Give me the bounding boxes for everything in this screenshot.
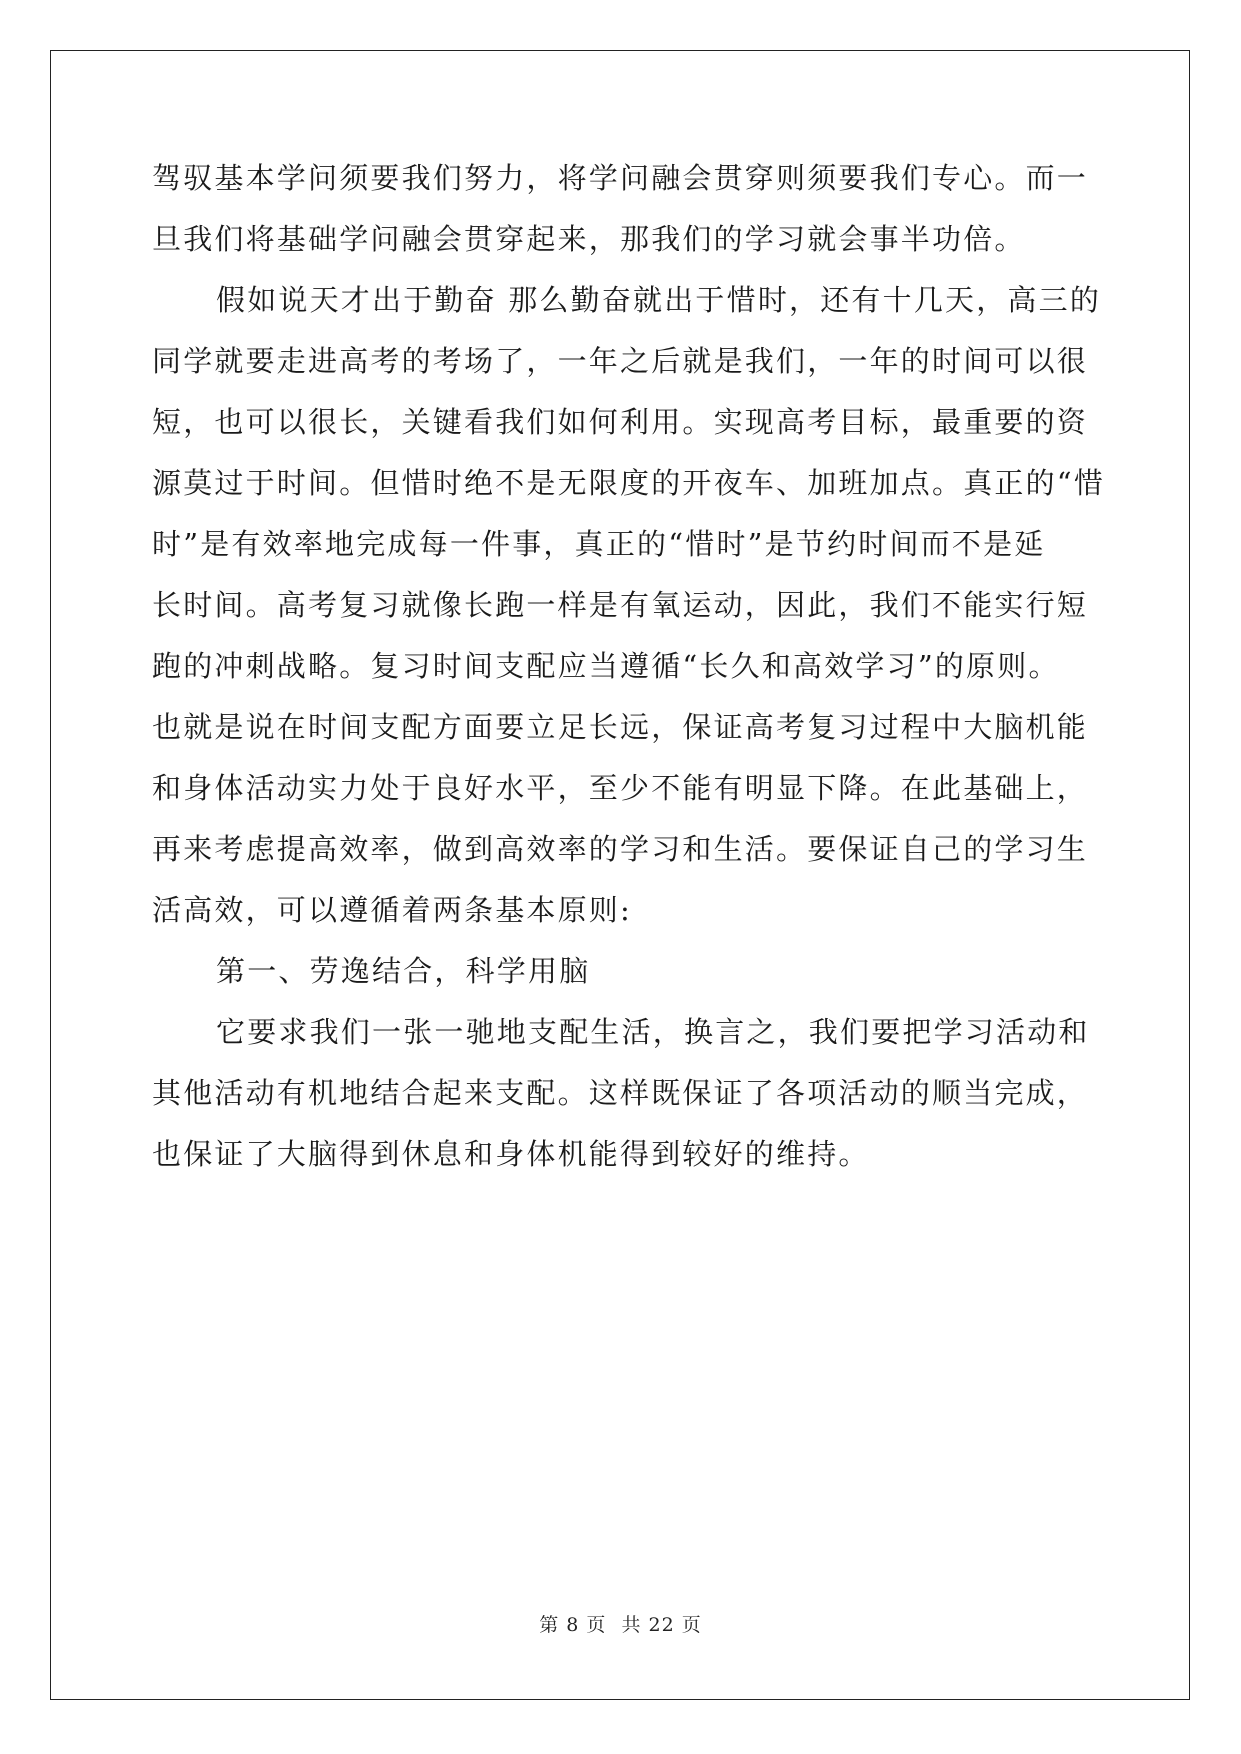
page-footer — [0, 1610, 1241, 1637]
paragraph-line: 源莫过于时间。但惜时绝不是无限度的开夜车、加班加点。真正的“惜 — [152, 466, 1106, 500]
paragraph-line: 和身体活动实力处于良好水平，至少不能有明显下降。在此基础上， — [152, 771, 1089, 805]
paragraph-line: 旦我们将基础学问融会贯穿起来，那我们的学习就会事半功倍。 — [152, 222, 1026, 256]
paragraph-line: 长时间。高考复习就像长跑一样是有氧运动，因此，我们不能实行短 — [152, 588, 1089, 622]
paragraph-line: 时”是有效率地完成每一件事，真正的“惜时”是节约时间而不是延 — [152, 527, 1046, 561]
paragraph-line: 也保证了大脑得到休息和身体机能得到较好的维持。 — [152, 1137, 870, 1171]
page-number: 第 8 页 — [539, 1614, 607, 1636]
paragraph-line: 短，也可以很长，关键看我们如何利用。实现高考目标，最重要的资 — [152, 405, 1089, 439]
page-total: 共 22 页 — [621, 1614, 702, 1636]
document-body — [152, 148, 1106, 1185]
paragraph-line: 它要求我们一张一驰地支配生活，换言之，我们要把学习活动和 — [216, 1015, 1090, 1049]
section-heading: 第一、劳逸结合，科学用脑 — [216, 954, 591, 988]
paragraph-line: 假如说天才出于勤奋 那么勤奋就出于惜时，还有十几天，高三的 — [216, 283, 1102, 317]
paragraph-line: 驾驭基本学问须要我们努力，将学问融会贯穿则须要我们专心。而一 — [152, 161, 1089, 195]
paragraph-line: 再来考虑提高效率，做到高效率的学习和生活。要保证自己的学习生 — [152, 832, 1089, 866]
paragraph-line: 也就是说在时间支配方面要立足长远，保证高考复习过程中大脑机能 — [152, 710, 1089, 744]
paragraph-line: 跑的冲刺战略。复习时间支配应当遵循“长久和高效学习”的原则。 — [152, 649, 1060, 683]
paragraph-line: 其他活动有机地结合起来支配。这样既保证了各项活动的顺当完成， — [152, 1076, 1089, 1110]
paragraph-line: 同学就要走进高考的考场了，一年之后就是我们，一年的时间可以很 — [152, 344, 1089, 378]
paragraph-line: 活高效，可以遵循着两条基本原则: — [152, 893, 632, 927]
